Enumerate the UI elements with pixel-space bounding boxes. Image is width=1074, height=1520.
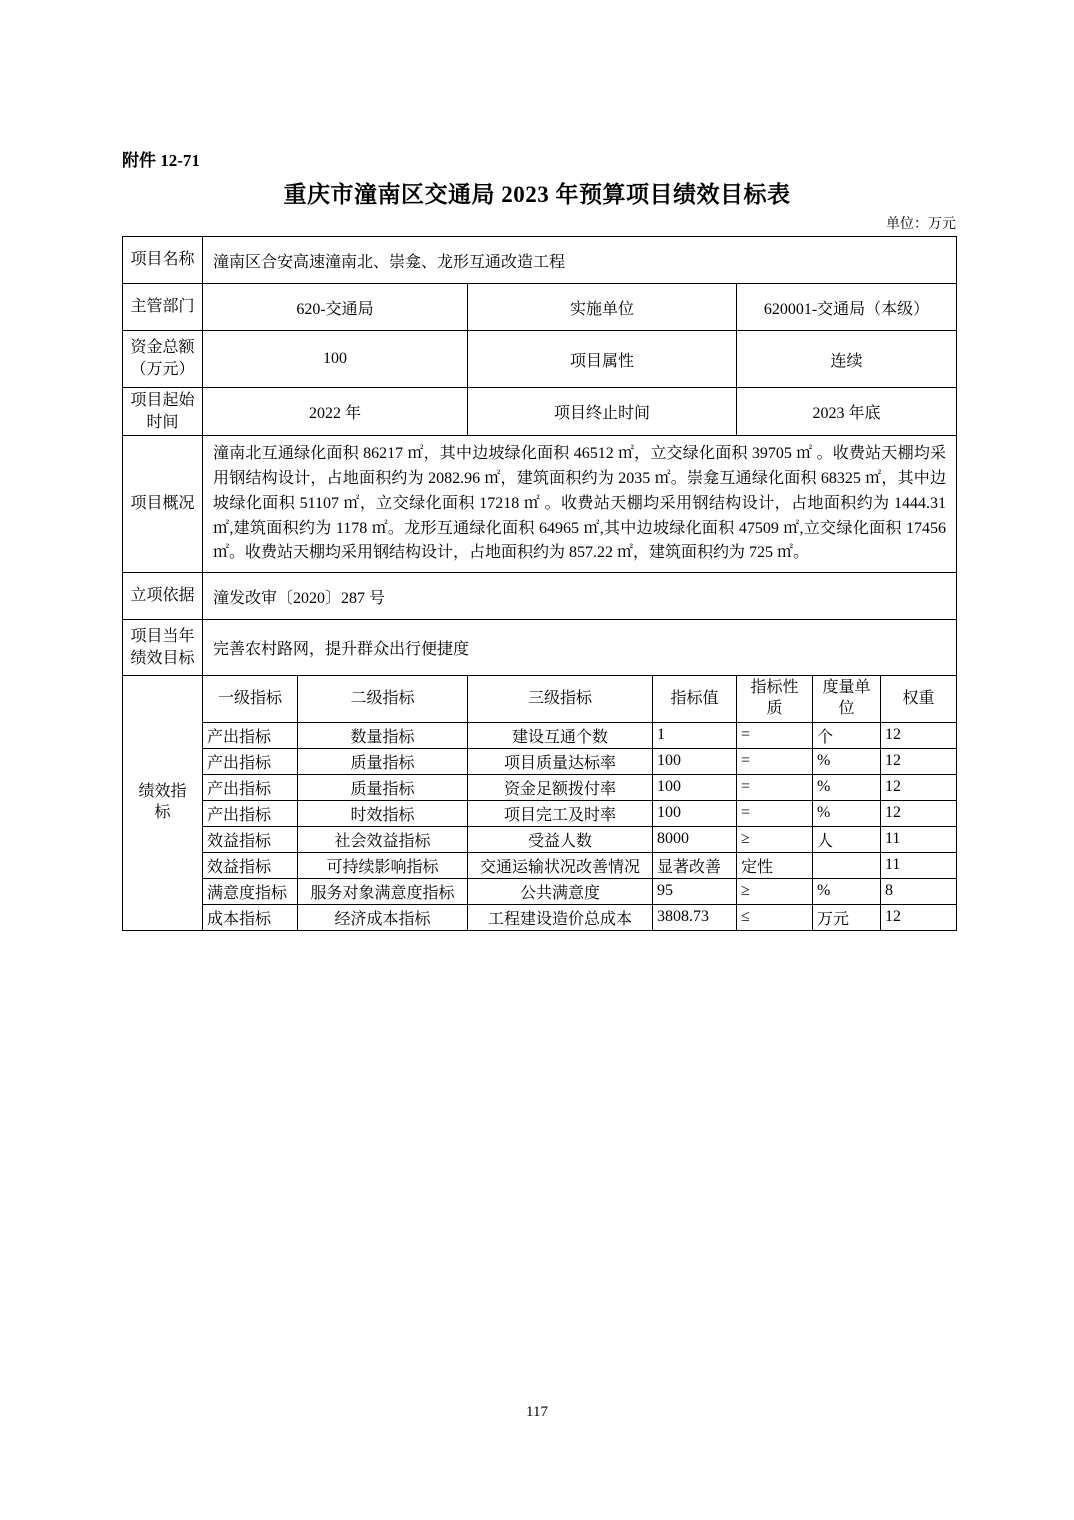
indicator-value: 100	[653, 748, 737, 774]
table-row	[123, 620, 957, 676]
table-row	[123, 748, 957, 774]
table-row	[123, 436, 957, 573]
indicator-value: 8000	[653, 826, 737, 852]
table-row	[123, 722, 957, 748]
indicator-level1: 效益指标	[203, 826, 298, 852]
indicator-nature: 定性	[737, 852, 813, 878]
indicator-level1: 产出指标	[203, 722, 298, 748]
indicator-level3: 受益人数	[468, 826, 653, 852]
indicator-weight: 11	[881, 826, 957, 852]
start-label: 项目起始时间	[123, 388, 203, 436]
table-row	[123, 826, 957, 852]
fund-label: 资金总额（万元）	[123, 331, 203, 388]
indicator-unit: 个	[813, 722, 881, 748]
goal-label: 项目当年绩效目标	[123, 620, 203, 676]
indicator-level2: 数量指标	[298, 722, 468, 748]
indicator-header: 度量单位	[813, 676, 881, 723]
table-row	[123, 237, 957, 284]
dept-value: 620-交通局	[203, 284, 468, 331]
indicator-level3: 项目质量达标率	[468, 748, 653, 774]
indicator-header: 指标值	[653, 676, 737, 723]
table-row	[123, 331, 957, 388]
indicator-weight: 12	[881, 722, 957, 748]
table-row	[123, 774, 957, 800]
attr-value: 连续	[737, 331, 957, 388]
indicator-weight: 12	[881, 774, 957, 800]
table-row	[123, 388, 957, 436]
indicator-unit: 万元	[813, 904, 881, 930]
end-label: 项目终止时间	[468, 388, 737, 436]
indicator-weight: 12	[881, 904, 957, 930]
start-value: 2022 年	[203, 388, 468, 436]
indicator-value: 100	[653, 774, 737, 800]
fund-value: 100	[203, 331, 468, 388]
indicator-level3: 公共满意度	[468, 878, 653, 904]
indicator-level1: 满意度指标	[203, 878, 298, 904]
indicator-value: 3808.73	[653, 904, 737, 930]
table-row	[123, 800, 957, 826]
page-number: 117	[526, 1404, 548, 1420]
page-title: 重庆市潼南区交通局 2023 年预算项目绩效目标表	[283, 182, 791, 207]
impl-label: 实施单位	[468, 284, 737, 331]
indicator-level1: 成本指标	[203, 904, 298, 930]
indicator-level1: 效益指标	[203, 852, 298, 878]
indicator-value: 显著改善	[653, 852, 737, 878]
indicator-header: 二级指标	[298, 676, 468, 723]
indicator-level2: 质量指标	[298, 748, 468, 774]
indicator-level1: 产出指标	[203, 774, 298, 800]
indicator-level1: 产出指标	[203, 748, 298, 774]
indicators-section-label: 绩效指标	[123, 676, 203, 931]
unit-note: 单位：万元	[886, 217, 956, 232]
performance-target-table	[122, 236, 957, 931]
indicator-nature: =	[737, 748, 813, 774]
indicator-header-row	[123, 676, 957, 723]
indicator-nature: =	[737, 774, 813, 800]
indicator-nature: ≥	[737, 826, 813, 852]
indicator-value: 100	[653, 800, 737, 826]
indicator-unit: %	[813, 774, 881, 800]
overview-label: 项目概况	[123, 436, 203, 573]
indicator-weight: 8	[881, 878, 957, 904]
indicator-value: 1	[653, 722, 737, 748]
indicator-value: 95	[653, 878, 737, 904]
indicator-nature: =	[737, 722, 813, 748]
indicator-weight: 12	[881, 748, 957, 774]
indicator-header: 指标性质	[737, 676, 813, 723]
basis-value: 潼发改审〔2020〕287 号	[203, 573, 957, 620]
indicator-level2: 时效指标	[298, 800, 468, 826]
dept-label: 主管部门	[123, 284, 203, 331]
indicator-header: 权重	[881, 676, 957, 723]
indicator-unit	[813, 852, 881, 878]
indicator-level2: 可持续影响指标	[298, 852, 468, 878]
indicator-level2: 经济成本指标	[298, 904, 468, 930]
table-row	[123, 573, 957, 620]
table-row	[123, 904, 957, 930]
impl-value: 620001-交通局（本级）	[737, 284, 957, 331]
project-name-value: 潼南区合安高速潼南北、崇龛、龙形互通改造工程	[203, 237, 957, 284]
indicator-level3: 工程建设造价总成本	[468, 904, 653, 930]
indicator-header: 三级指标	[468, 676, 653, 723]
indicator-unit: 人	[813, 826, 881, 852]
indicator-level3: 资金足额拨付率	[468, 774, 653, 800]
end-value: 2023 年底	[737, 388, 957, 436]
attachment-label: 附件 12-71	[122, 151, 200, 170]
indicator-level1: 产出指标	[203, 800, 298, 826]
basis-label: 立项依据	[123, 573, 203, 620]
indicator-nature: ≤	[737, 904, 813, 930]
goal-value: 完善农村路网，提升群众出行便捷度	[203, 620, 957, 676]
indicator-weight: 12	[881, 800, 957, 826]
indicator-header: 一级指标	[203, 676, 298, 723]
table-row	[123, 284, 957, 331]
attr-label: 项目属性	[468, 331, 737, 388]
table-row	[123, 878, 957, 904]
indicator-weight: 11	[881, 852, 957, 878]
indicator-nature: ≥	[737, 878, 813, 904]
indicator-unit: %	[813, 748, 881, 774]
indicator-level3: 项目完工及时率	[468, 800, 653, 826]
project-name-label: 项目名称	[123, 237, 203, 284]
indicator-level2: 社会效益指标	[298, 826, 468, 852]
overview-value: 潼南北互通绿化面积 86217 ㎡，其中边坡绿化面积 46512 ㎡，立交绿化面积 39705 ㎡ 。收费站天棚均采用钢结构设计，占地面积约为 2082.96 ㎡，建筑面积约为 2035 ㎡。崇龛互通绿化面积 68325 ㎡，其中边坡绿化面积 51107 ㎡，立交绿化面积 17218 ㎡ 。收费站天棚均采用钢结构设计，占地面积约为 1444.31 ㎡,建筑面积约为 1178 ㎡。龙形互通绿化面积 64965 ㎡,其中边坡绿化面积 47509 ㎡,立交绿化面积 17456 ㎡。收费站天棚均采用钢结构设计，占地面积约为 857.22 ㎡，建筑面积约为 725 ㎡。	[203, 436, 957, 573]
indicator-level3: 建设互通个数	[468, 722, 653, 748]
table-row	[123, 852, 957, 878]
indicator-unit: %	[813, 800, 881, 826]
indicator-level2: 质量指标	[298, 774, 468, 800]
indicator-unit: %	[813, 878, 881, 904]
indicator-nature: =	[737, 800, 813, 826]
indicator-level3: 交通运输状况改善情况	[468, 852, 653, 878]
indicator-level2: 服务对象满意度指标	[298, 878, 468, 904]
